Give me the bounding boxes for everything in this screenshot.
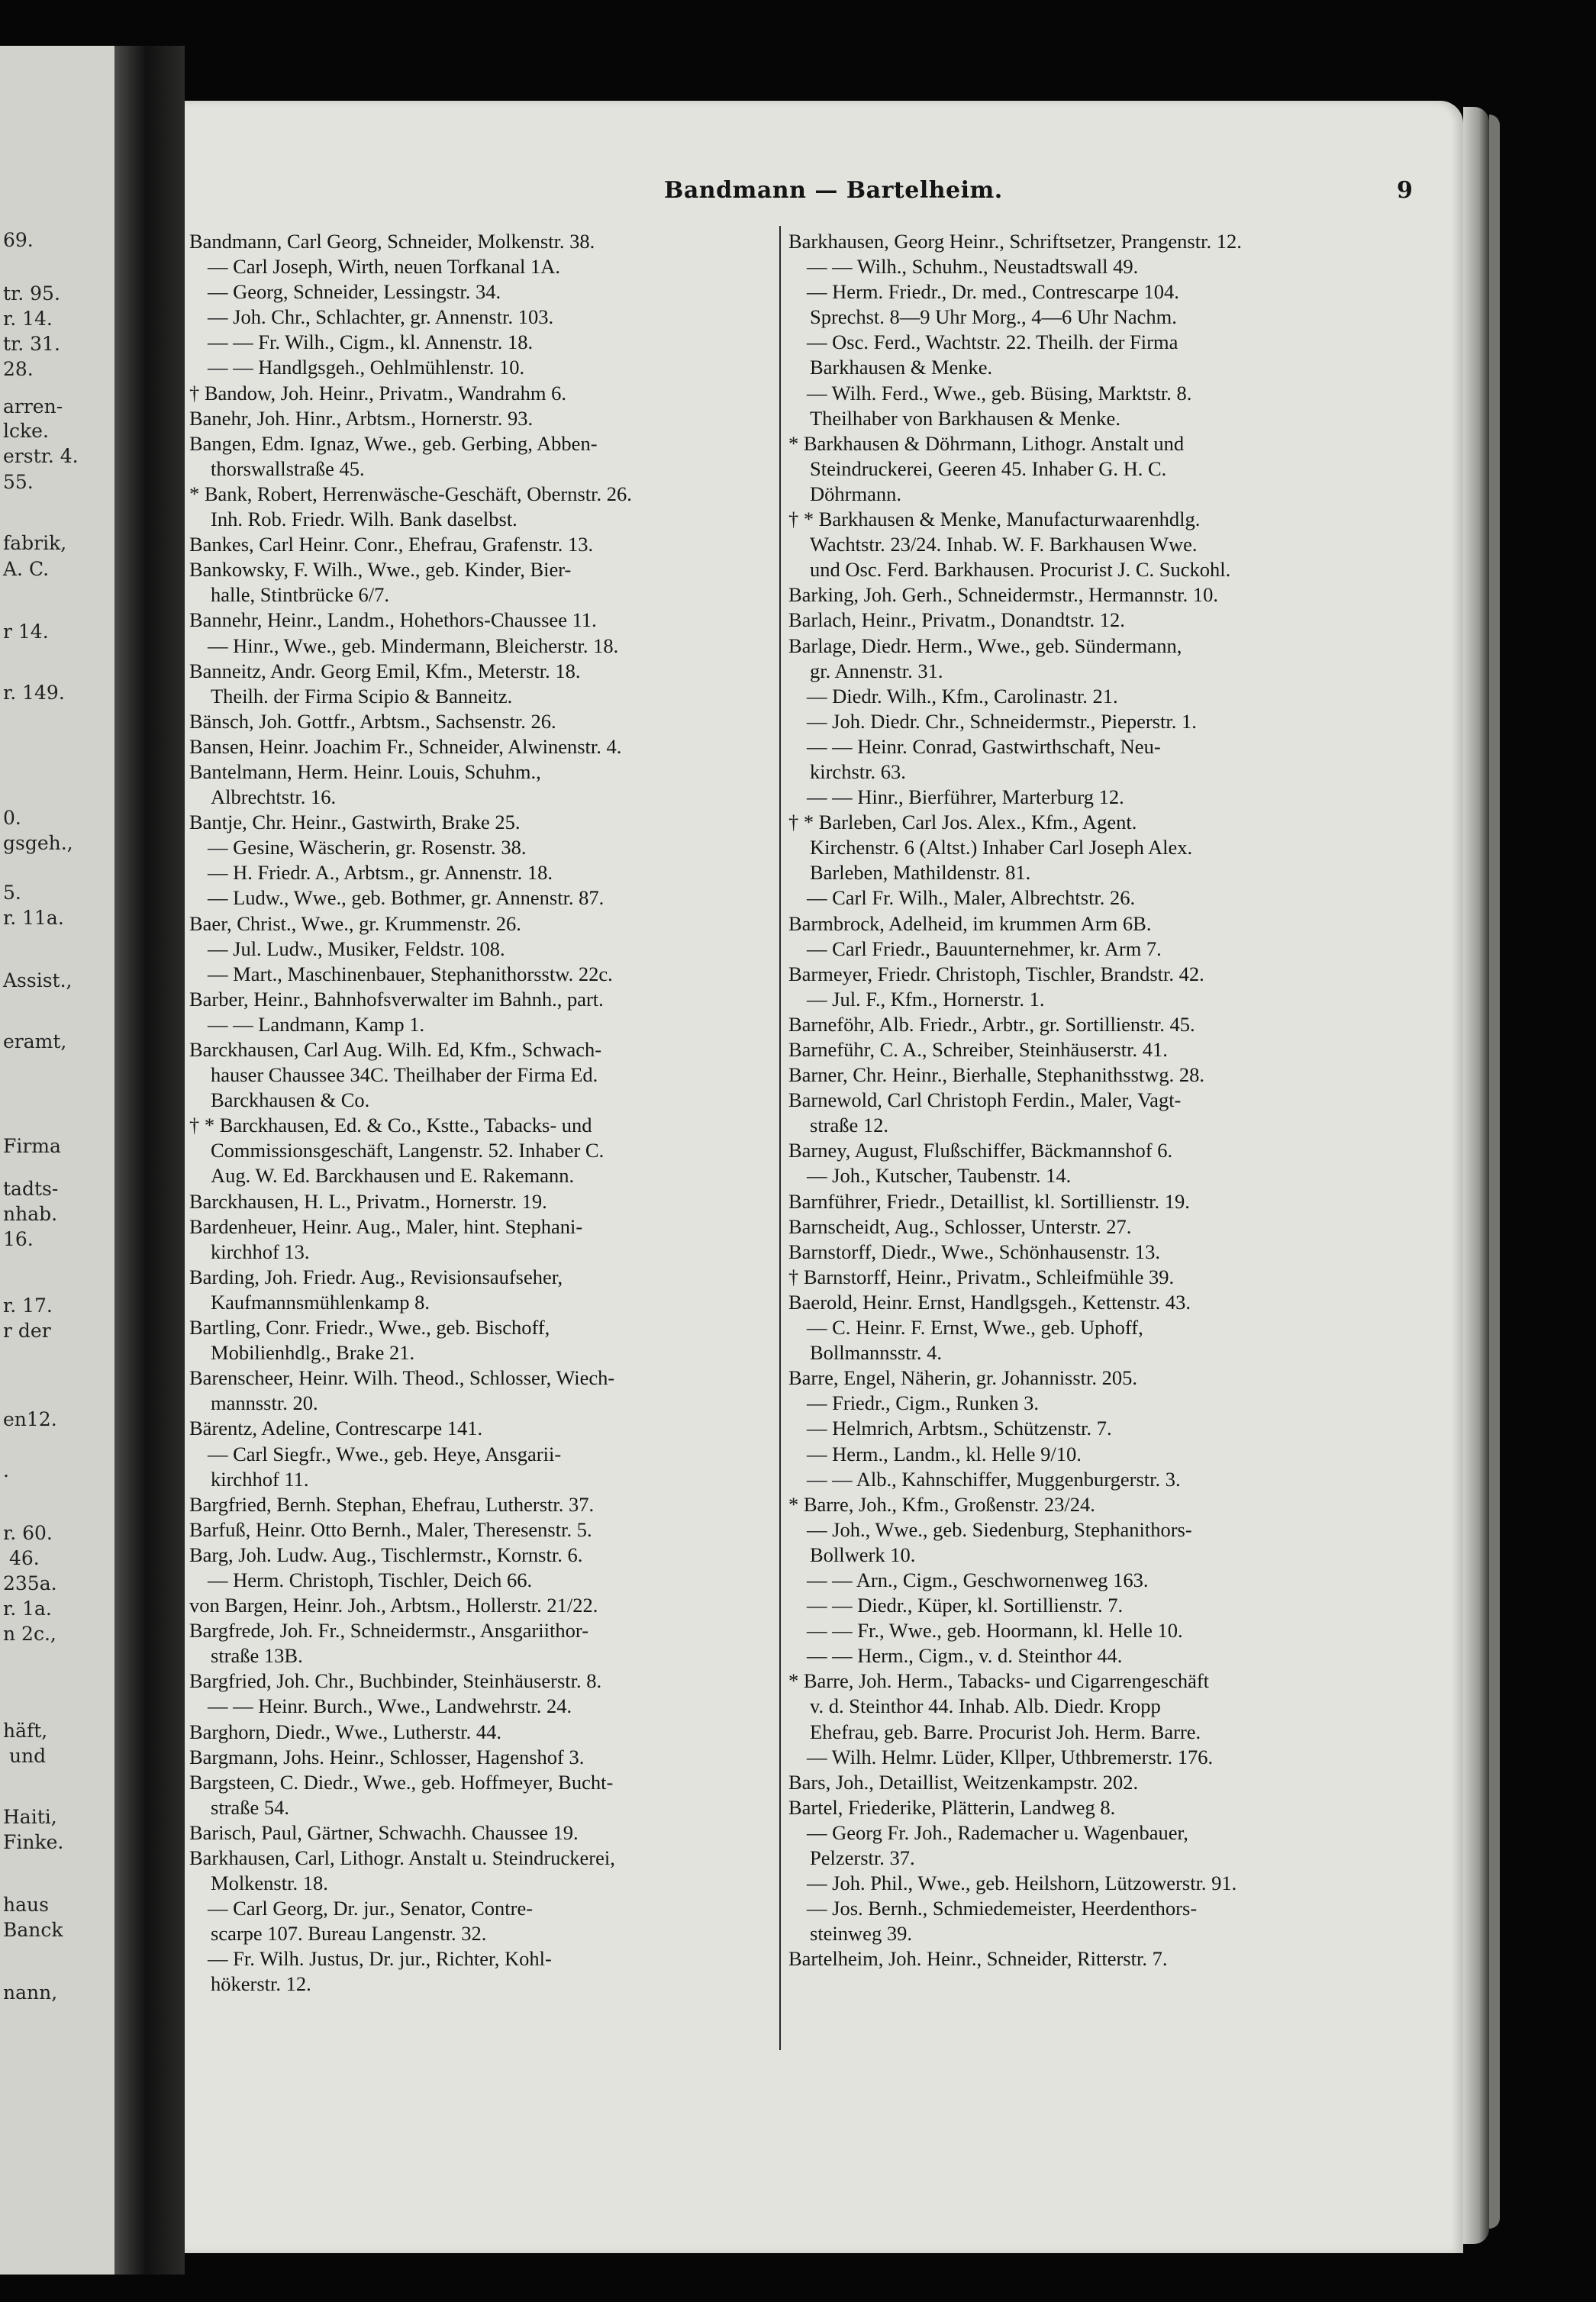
directory-entry-line: Barisch, Paul, Gärtner, Schwachh. Chaussee 19. bbox=[189, 1820, 579, 1844]
directory-entry-line: † Barnstorff, Heinr., Privatm., Schleifmühle 39. bbox=[788, 1265, 1175, 1288]
directory-entry-line: — Jos. Bernh., Schmiedemeister, Heerdenthors- bbox=[807, 1897, 1198, 1920]
directory-entry-line: * Barre, Joh. Herm., Tabacks- und Cigarrengeschäft bbox=[788, 1669, 1210, 1693]
directory-entry-line: — Carl Georg, Dr. jur., Senator, Contre- bbox=[208, 1897, 534, 1920]
facing-page-text: eramt, bbox=[3, 1030, 67, 1053]
directory-entry-line: — — Heinr. Burch., Wwe., Landwehrstr. 24. bbox=[208, 1694, 572, 1718]
directory-entry-line: Theilh. der Firma Scipio & Banneitz. bbox=[211, 684, 513, 708]
directory-entry-line: Bärentz, Adeline, Contrescarpe 141. bbox=[189, 1417, 483, 1440]
directory-entry-line: Barlage, Diedr. Herm., Wwe., geb. Sündermann, bbox=[788, 634, 1182, 657]
directory-entry-line: Inh. Rob. Friedr. Wilh. Bank daselbst. bbox=[211, 508, 517, 531]
directory-entry-line: Steindruckerei, Geeren 45. Inhaber G. H. C. bbox=[810, 456, 1167, 480]
column-divider bbox=[779, 226, 781, 2050]
facing-page-text: arren- bbox=[3, 395, 63, 418]
facing-page-text: r. 60. bbox=[3, 1522, 53, 1544]
directory-entry-line: — Georg Fr. Joh., Rademacher u. Wagenbauer, bbox=[807, 1820, 1188, 1844]
page-edge bbox=[1463, 107, 1489, 2244]
page-edge-shadow bbox=[1489, 114, 1500, 2229]
directory-entry-line: Barmbrock, Adelheid, im krummen Arm 6B. bbox=[788, 911, 1152, 935]
directory-entry-line: Bandmann, Carl Georg, Schneider, Molkenstr. 38. bbox=[189, 230, 595, 253]
directory-entry-line: Banneitz, Andr. Georg Emil, Kfm., Meterstr. 18. bbox=[189, 659, 581, 682]
directory-entry-line: v. d. Steinthor 44. Inhab. Alb. Diedr. Kropp bbox=[810, 1694, 1161, 1718]
directory-entry-line: * Bank, Robert, Herrenwäsche-Geschäft, Obernstr. 26. bbox=[189, 482, 632, 505]
directory-entry-line: Molkenstr. 18. bbox=[211, 1872, 328, 1895]
directory-entry-line: Bargfried, Joh. Chr., Buchbinder, Steinhäuserstr. 8. bbox=[189, 1669, 602, 1693]
directory-entry-line: Döhrmann. bbox=[810, 482, 901, 505]
facing-page-text: A. C. bbox=[3, 558, 50, 580]
directory-entry-line: Bargfrede, Joh. Fr., Schneidermstr., Ansgariithor- bbox=[189, 1619, 589, 1643]
facing-page-text: 46. bbox=[3, 1547, 40, 1569]
directory-entry-line: * Barre, Joh., Kfm., Großenstr. 23/24. bbox=[788, 1492, 1095, 1516]
facing-page-text: und bbox=[3, 1745, 47, 1767]
directory-entry-line: scarpe 107. Bureau Langenstr. 32. bbox=[211, 1922, 487, 1946]
directory-entry-line: Barney, August, Flußschiffer, Bäckmannshof 6. bbox=[788, 1139, 1173, 1162]
directory-entry-line: — Carl Friedr., Bauunternehmer, kr. Arm 7. bbox=[807, 937, 1162, 960]
facing-page-text: nann, bbox=[3, 1981, 58, 2004]
facing-page-text: 28. bbox=[3, 358, 34, 380]
directory-entry-line: Kirchenstr. 6 (Altst.) Inhaber Carl Joseph Alex. bbox=[810, 836, 1193, 859]
directory-entry-line: Barre, Engel, Näherin, gr. Johannisstr. 205. bbox=[788, 1366, 1138, 1390]
facing-page-text: en12. bbox=[3, 1408, 57, 1430]
directory-entry-line: — C. Heinr. F. Ernst, Wwe., geb. Uphoff, bbox=[807, 1316, 1143, 1340]
directory-entry-line: — — Landmann, Kamp 1. bbox=[208, 1012, 425, 1036]
directory-entry-line: Pelzerstr. 37. bbox=[810, 1846, 915, 1869]
directory-entry-line: Mobilienhdlg., Brake 21. bbox=[211, 1341, 415, 1365]
directory-entry-line: — — Alb., Kahnschiffer, Muggenburgerstr. 3. bbox=[807, 1467, 1181, 1491]
directory-entry-line: — — Handlgsgeh., Oehlmühlenstr. 10. bbox=[208, 356, 525, 379]
directory-entry-line: — Friedr., Cigm., Runken 3. bbox=[807, 1391, 1040, 1415]
directory-entry-line: — — Arn., Cigm., Geschwornenweg 163. bbox=[807, 1568, 1149, 1591]
directory-entry-line: — Jul. F., Kfm., Hornerstr. 1. bbox=[807, 987, 1045, 1011]
directory-entry-line: — — Fr. Wilh., Cigm., kl. Annenstr. 18. bbox=[208, 330, 534, 354]
directory-entry-line: — Gesine, Wäscherin, gr. Rosenstr. 38. bbox=[208, 836, 527, 859]
directory-entry-line: — Georg, Schneider, Lessingstr. 34. bbox=[208, 280, 501, 304]
directory-entry-line: † * Barkhausen & Menke, Manufacturwaarenhdlg. bbox=[788, 508, 1201, 531]
directory-entry-line: halle, Stintbrücke 6/7. bbox=[211, 583, 390, 607]
directory-entry-line: — — Herm., Cigm., v. d. Steinthor 44. bbox=[807, 1644, 1123, 1668]
directory-entry-line: Commissionsgeschäft, Langenstr. 52. Inhaber C. bbox=[211, 1139, 605, 1162]
directory-entry-line: Bantje, Chr. Heinr., Gastwirth, Brake 25. bbox=[189, 811, 521, 834]
directory-entry-line: Barnewold, Carl Christoph Ferdin., Maler, Vagt- bbox=[788, 1088, 1182, 1112]
directory-entry-line: Barkhausen, Georg Heinr., Schriftsetzer, Prangenstr. 12. bbox=[788, 230, 1242, 253]
directory-entry-line: — Carl Fr. Wilh., Maler, Albrechtstr. 26. bbox=[807, 886, 1136, 910]
directory-entry-line: — — Diedr., Küper, kl. Sortillienstr. 7. bbox=[807, 1594, 1124, 1617]
facing-page-text: r. 1a. bbox=[3, 1598, 52, 1620]
facing-page-text: fabrik, bbox=[3, 532, 67, 554]
facing-page-text: Finke. bbox=[3, 1831, 64, 1853]
directory-entry-line: Barleben, Mathildenstr. 81. bbox=[810, 861, 1031, 885]
directory-entry-line: Barneführ, C. A., Schreiber, Steinhäuserstr. 41. bbox=[788, 1038, 1168, 1061]
directory-entry-line: Barneföhr, Alb. Friedr., Arbtr., gr. Sortillienstr. 45. bbox=[788, 1012, 1195, 1036]
directory-entry-line: Wachtstr. 23/24. Inhab. W. F. Barkhausen Wwe. bbox=[810, 533, 1198, 556]
facing-page-text: 235a. bbox=[3, 1572, 57, 1594]
directory-entry-line: — Diedr. Wilh., Kfm., Carolinastr. 21. bbox=[807, 684, 1118, 708]
directory-entry-line: — — Fr., Wwe., geb. Hoormann, kl. Helle 10. bbox=[807, 1619, 1183, 1643]
directory-entry-line: Bartel, Friederike, Plätterin, Landweg 8. bbox=[788, 1795, 1116, 1819]
directory-entry-line: Barlach, Heinr., Privatm., Donandtstr. 12. bbox=[788, 608, 1125, 632]
facing-page-text: 0. bbox=[3, 807, 21, 829]
facing-page-text: n 2c., bbox=[3, 1623, 56, 1645]
directory-entry-line: Ehefrau, geb. Barre. Procurist Joh. Herm. Barre. bbox=[810, 1720, 1201, 1743]
facing-page-text: r. 11a. bbox=[3, 907, 64, 929]
left-column bbox=[189, 229, 773, 2076]
directory-entry-line: Bansen, Heinr. Joachim Fr., Schneider, Alwinenstr. 4. bbox=[189, 734, 622, 758]
facing-page-text: erstr. 4. bbox=[3, 445, 79, 467]
directory-entry-line: straße 13B. bbox=[211, 1644, 303, 1668]
facing-page-text: haus bbox=[3, 1894, 49, 1916]
facing-page-text: r. 149. bbox=[3, 682, 65, 704]
directory-entry-line: Bartling, Conr. Friedr., Wwe., geb. Bischoff, bbox=[189, 1316, 550, 1340]
facing-page-text: Banck bbox=[3, 1919, 63, 1941]
page-number: 9 bbox=[1397, 177, 1413, 204]
directory-entry-line: Barg, Joh. Ludw. Aug., Tischlermstr., Kornstr. 6. bbox=[189, 1543, 583, 1566]
directory-entry-line: Barkhausen & Menke. bbox=[810, 356, 993, 379]
directory-entry-line: Bardenheuer, Heinr. Aug., Maler, hint. Stephani- bbox=[189, 1214, 583, 1238]
directory-entry-line: * Barkhausen & Döhrmann, Lithogr. Anstalt und bbox=[788, 431, 1185, 455]
directory-entry-line: Barding, Joh. Friedr. Aug., Revisionsaufseher, bbox=[189, 1265, 563, 1288]
directory-entry-line: Barckhausen, Carl Aug. Wilh. Ed, Kfm., Schwach- bbox=[189, 1038, 602, 1061]
facing-page-text: tadts- bbox=[3, 1178, 59, 1200]
directory-entry-line: † Bandow, Joh. Heinr., Privatm., Wandrahm 6. bbox=[189, 381, 566, 405]
facing-page-text: lcke. bbox=[3, 420, 49, 442]
facing-page-text: 69. bbox=[3, 229, 34, 251]
directory-entry-line: Barner, Chr. Heinr., Bierhalle, Stephanithsstwg. 28. bbox=[788, 1063, 1205, 1087]
directory-entry-line: — Hinr., Wwe., geb. Mindermann, Bleicherstr. 18. bbox=[208, 634, 619, 657]
directory-entry-line: hauser Chaussee 34C. Theilhaber der Firma Ed. bbox=[211, 1063, 598, 1087]
directory-entry-line: Bankes, Carl Heinr. Conr., Ehefrau, Grafenstr. 13. bbox=[189, 533, 594, 556]
directory-entry-line: Barmeyer, Friedr. Christoph, Tischler, Brandstr. 42. bbox=[788, 962, 1204, 985]
directory-entry-line: — Herm., Landm., kl. Helle 9/10. bbox=[807, 1442, 1082, 1465]
directory-entry-line: von Bargen, Heinr. Joh., Arbtsm., Hollerstr. 21/22. bbox=[189, 1594, 598, 1617]
directory-entry-line: hökerstr. 12. bbox=[211, 1972, 311, 1996]
facing-page-text: häft, bbox=[3, 1720, 48, 1742]
directory-entry-line: Baerold, Heinr. Ernst, Handlgsgeh., Kettenstr. 43. bbox=[788, 1290, 1191, 1314]
directory-entry-line: kirchhof 11. bbox=[211, 1467, 309, 1491]
facing-page-fragment bbox=[0, 46, 114, 2275]
directory-entry-line: kirchstr. 63. bbox=[810, 759, 906, 783]
directory-entry-line: steinweg 39. bbox=[810, 1922, 912, 1946]
directory-entry-line: — Mart., Maschinenbauer, Stephanithorsstw. 22c. bbox=[208, 962, 613, 985]
facing-page-text: 16. bbox=[3, 1228, 34, 1250]
directory-entry-line: † * Barleben, Carl Jos. Alex., Kfm., Agent. bbox=[788, 811, 1137, 834]
directory-entry-line: Barnstorff, Diedr., Wwe., Schönhausenstr. 13. bbox=[788, 1240, 1160, 1263]
facing-page-text: r. 14. bbox=[3, 308, 53, 330]
directory-entry-line: Sprechst. 8—9 Uhr Morg., 4—6 Uhr Nachm. bbox=[810, 305, 1177, 329]
directory-entry-line: und Osc. Ferd. Barkhausen. Procurist J. C. Suckohl. bbox=[810, 558, 1231, 582]
directory-entry-line: Albrechtstr. 16. bbox=[211, 785, 337, 809]
directory-entry-line: Barnführer, Friedr., Detaillist, kl. Sortillienstr. 19. bbox=[788, 1189, 1190, 1213]
directory-entry-line: Kaufmannsmühlenkamp 8. bbox=[211, 1290, 430, 1314]
directory-entry-line: Barkhausen, Carl, Lithogr. Anstalt u. Steindruckerei, bbox=[189, 1846, 615, 1869]
facing-page-text: r der bbox=[3, 1320, 51, 1342]
facing-page-text: Firma bbox=[3, 1135, 61, 1157]
directory-entry-line: Bollwerk 10. bbox=[810, 1543, 916, 1566]
facing-page-text: tr. 31. bbox=[3, 333, 60, 355]
facing-page-text: r 14. bbox=[3, 621, 49, 643]
directory-entry-line: — Wilh. Helmr. Lüder, Kllper, Uthbremerstr. 176. bbox=[807, 1745, 1214, 1768]
directory-entry-line: — Carl Joseph, Wirth, neuen Torfkanal 1A. bbox=[208, 255, 560, 279]
directory-entry-line: — Fr. Wilh. Justus, Dr. jur., Richter, Kohl- bbox=[208, 1947, 552, 1971]
directory-entry-line: — Carl Siegfr., Wwe., geb. Heye, Ansgarii- bbox=[208, 1442, 562, 1465]
directory-entry-line: Bartelheim, Joh. Heinr., Schneider, Ritterstr. 7. bbox=[788, 1947, 1168, 1971]
directory-entry-line: Bargmann, Johs. Heinr., Schlosser, Hagenshof 3. bbox=[189, 1745, 585, 1768]
directory-entry-line: — H. Friedr. A., Arbtsm., gr. Annenstr. 18. bbox=[208, 861, 553, 885]
facing-page-text: Assist., bbox=[3, 969, 73, 991]
directory-entry-line: Barghorn, Diedr., Wwe., Lutherstr. 44. bbox=[189, 1720, 501, 1743]
directory-entry-line: straße 12. bbox=[810, 1114, 889, 1137]
directory-entry-line: Theilhaber von Barkhausen & Menke. bbox=[810, 406, 1120, 430]
directory-entry-line: gr. Annenstr. 31. bbox=[810, 659, 943, 682]
facing-page-text: nhab. bbox=[3, 1203, 58, 1225]
directory-entry-line: — Herm. Christoph, Tischler, Deich 66. bbox=[208, 1568, 533, 1591]
directory-entry-line: Barnscheidt, Aug., Schlosser, Unterstr. 27. bbox=[788, 1214, 1132, 1238]
facing-page-text: Haiti, bbox=[3, 1806, 57, 1828]
directory-entry-line: Barfuß, Heinr. Otto Bernh., Maler, Theresenstr. 5. bbox=[189, 1517, 592, 1541]
directory-entry-line: Bangen, Edm. Ignaz, Wwe., geb. Gerbing, Abben- bbox=[189, 431, 598, 455]
directory-entry-line: Banehr, Joh. Hinr., Arbtsm., Hornerstr. 93. bbox=[189, 406, 534, 430]
book-gutter bbox=[114, 46, 185, 2275]
directory-entry-line: — Joh. Phil., Wwe., geb. Heilshorn, Lützowerstr. 91. bbox=[807, 1872, 1237, 1895]
facing-page-text: tr. 95. bbox=[3, 282, 60, 305]
directory-entry-line: Barckhausen, H. L., Privatm., Hornerstr. 19. bbox=[189, 1189, 547, 1213]
directory-entry-line: — Herm. Friedr., Dr. med., Contrescarpe 104. bbox=[807, 280, 1179, 304]
directory-entry-line: Bargsteen, C. Diedr., Wwe., geb. Hoffmeyer, Bucht- bbox=[189, 1770, 614, 1794]
directory-entry-line: Barking, Joh. Gerh., Schneidermstr., Hermannstr. 10. bbox=[788, 583, 1219, 607]
directory-entry-line: kirchhof 13. bbox=[211, 1240, 310, 1263]
directory-entry-line: Baer, Christ., Wwe., gr. Krummenstr. 26. bbox=[189, 911, 521, 935]
directory-entry-line: thorswallstraße 45. bbox=[211, 456, 365, 480]
directory-entry-line: † * Barckhausen, Ed. & Co., Kstte., Tabacks- und bbox=[189, 1114, 592, 1137]
directory-entry-line: Barber, Heinr., Bahnhofsverwalter im Bahnh., part. bbox=[189, 987, 604, 1011]
directory-entry-line: — Joh., Kutscher, Taubenstr. 14. bbox=[807, 1164, 1072, 1188]
running-head: Bandmann — Bartelheim. bbox=[664, 177, 1003, 204]
right-column bbox=[788, 229, 1372, 2076]
directory-entry-line: — Wilh. Ferd., Wwe., geb. Büsing, Marktstr. 8. bbox=[807, 381, 1192, 405]
directory-entry-line: — Joh. Diedr. Chr., Schneidermstr., Pieperstr. 1. bbox=[807, 709, 1197, 733]
directory-entry-line: Bänsch, Joh. Gottfr., Arbtsm., Sachsenstr. 26. bbox=[189, 709, 556, 733]
directory-entry-line: — — Wilh., Schuhm., Neustadtswall 49. bbox=[807, 255, 1139, 279]
directory-entry-line: — Joh. Chr., Schlachter, gr. Annenstr. 103. bbox=[208, 305, 554, 329]
directory-entry-line: Bargfried, Bernh. Stephan, Ehefrau, Lutherstr. 37. bbox=[189, 1492, 595, 1516]
directory-entry-line: — Joh., Wwe., geb. Siedenburg, Stephanithors- bbox=[807, 1517, 1192, 1541]
directory-entry-line: mannsstr. 20. bbox=[211, 1391, 318, 1415]
directory-entry-line: straße 54. bbox=[211, 1795, 290, 1819]
directory-entry-line: — Helmrich, Arbtsm., Schützenstr. 7. bbox=[807, 1417, 1112, 1440]
directory-entry-line: — Osc. Ferd., Wachtstr. 22. Theilh. der Firma bbox=[807, 330, 1178, 354]
directory-entry-line: Aug. W. Ed. Barckhausen und E. Rakemann. bbox=[211, 1164, 575, 1188]
directory-entry-line: Bantelmann, Herm. Heinr. Louis, Schuhm., bbox=[189, 759, 541, 783]
directory-entry-line: — — Heinr. Conrad, Gastwirthschaft, Neu- bbox=[807, 734, 1161, 758]
facing-page-text: . bbox=[3, 1459, 9, 1481]
directory-entry-line: Bollmannsstr. 4. bbox=[810, 1341, 943, 1365]
facing-page-text: 55. bbox=[3, 471, 34, 493]
directory-entry-line: Bankowsky, F. Wilh., Wwe., geb. Kinder, Bier- bbox=[189, 558, 572, 582]
directory-entry-line: — Jul. Ludw., Musiker, Feldstr. 108. bbox=[208, 937, 505, 960]
directory-entry-line: — — Hinr., Bierführer, Marterburg 12. bbox=[807, 785, 1124, 809]
directory-entry-line: Barckhausen & Co. bbox=[211, 1088, 370, 1112]
facing-page-text: 5. bbox=[3, 882, 21, 904]
directory-entry-line: — Ludw., Wwe., geb. Bothmer, gr. Annenstr. 87. bbox=[208, 886, 605, 910]
directory-entry-line: Bars, Joh., Detaillist, Weitzenkampstr. 202. bbox=[788, 1770, 1139, 1794]
facing-page-text: gsgeh., bbox=[3, 832, 73, 854]
facing-page-text: r. 17. bbox=[3, 1294, 53, 1317]
directory-entry-line: Bannehr, Heinr., Landm., Hohethors-Chaussee 11. bbox=[189, 608, 597, 632]
directory-entry-line: Barenscheer, Heinr. Wilh. Theod., Schlosser, Wiech- bbox=[189, 1366, 615, 1390]
